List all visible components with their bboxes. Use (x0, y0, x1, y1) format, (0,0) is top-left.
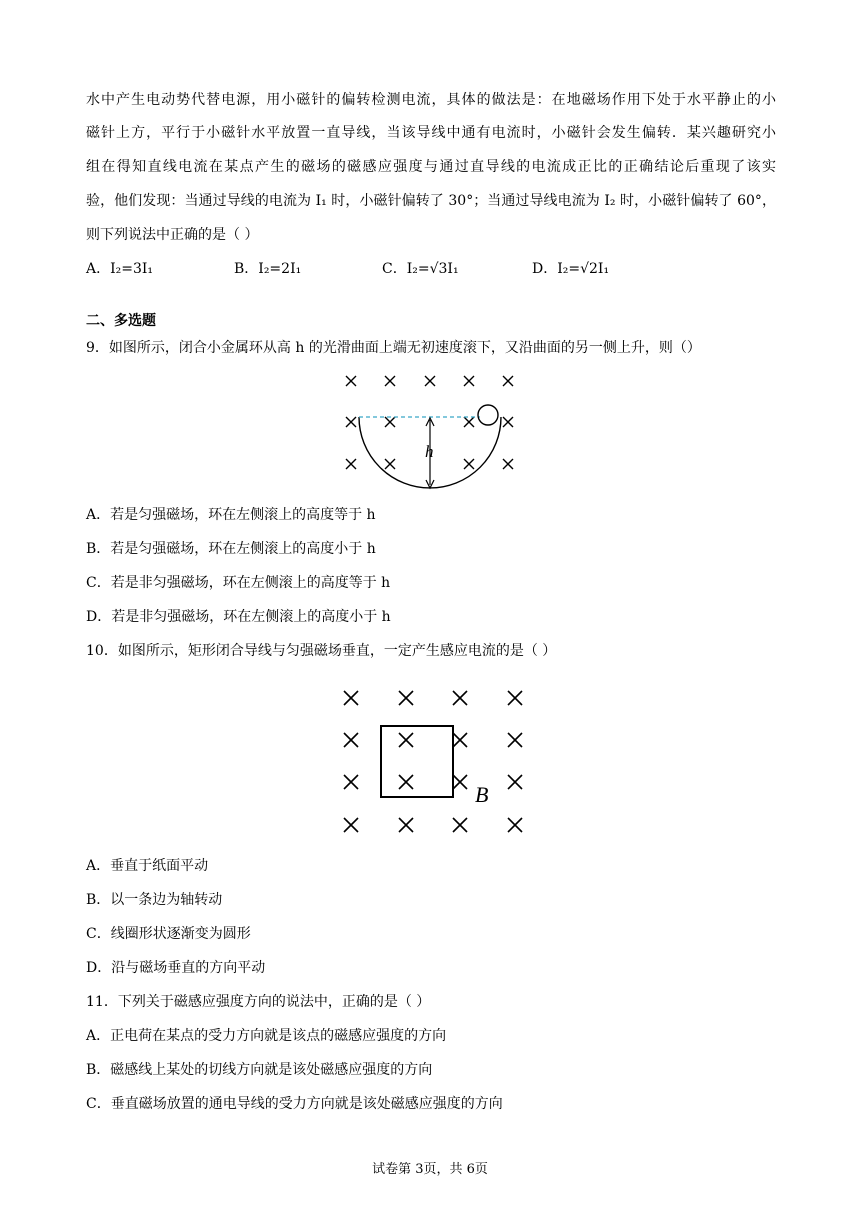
q11-option-c: C．垂直磁场放置的通电导线的受力方向就是该处磁感应强度的方向 (86, 1096, 503, 1112)
q8-options (86, 258, 776, 280)
q10-label-b: B (475, 782, 489, 807)
section-title-multiple-choice: 二、多选题 (86, 313, 156, 329)
q8-option-a: A．I₂=3I₁ (86, 261, 154, 277)
q11-option-a: A．正电荷在某点的受力方向就是该点的磁感应强度的方向 (86, 1028, 447, 1044)
q9-label-h: h (425, 442, 434, 461)
q10-option-c: C．线圈形状逐渐变为圆形 (86, 926, 251, 942)
q8-option-d: D．I₂=√2I₁ (532, 261, 610, 277)
q9-stem: 9．如图所示，闭合小金属环从高 h 的光滑曲面上端无初速度滚下，又沿曲面的另一侧上升，则（） (86, 340, 701, 356)
q8-line-2: 磁针上方，平行于小磁针水平放置一直导线，当该导线中通有电流时，小磁针会发生偏转．某兴趣研究小 (86, 125, 776, 141)
q10-wire-loop (381, 726, 453, 797)
q10-figure-rectangular-loop (335, 682, 535, 842)
q9-option-a: A．若是匀强磁场，环在左侧滚上的高度等于 h (86, 507, 376, 523)
q9-figure-magnetic-field-bowl (330, 368, 530, 494)
q8-option-b: B．I₂=2I₁ (234, 261, 302, 277)
q10-field-cross-marks (344, 691, 522, 832)
q10-option-d: D．沿与磁场垂直的方向平动 (86, 960, 266, 976)
q11-stem: 11．下列关于磁感应强度方向的说法中，正确的是（ ） (86, 994, 431, 1010)
q8-line-3: 组在得知直线电流在某点产生的磁场的磁感应强度与通过直导线的电流成正比的正确结论后重现了该实 (86, 159, 776, 175)
q8-line-4: 验，他们发现：当通过导线的电流为 I₁ 时，小磁针偏转了 30°；当通过导线电流为 I₂ 时，小磁针偏转了 60°， (86, 193, 776, 209)
q8-line-5: 则下列说法中正确的是（ ） (86, 227, 259, 243)
q10-option-b: B．以一条边为轴转动 (86, 892, 223, 908)
q9-metal-ring (478, 405, 498, 425)
q10-stem: 10．如图所示，矩形闭合导线与匀强磁场垂直，一定产生感应电流的是（ ） (86, 643, 557, 659)
q11-option-b: B．磁感线上某处的切线方向就是该处磁感应强度的方向 (86, 1062, 433, 1078)
q10-option-a: A．垂直于纸面平动 (86, 858, 209, 874)
q9-option-c: C．若是非匀强磁场，环在左侧滚上的高度等于 h (86, 575, 391, 591)
q9-option-b: B．若是匀强磁场，环在左侧滚上的高度小于 h (86, 541, 376, 557)
q9-option-d: D．若是非匀强磁场，环在左侧滚上的高度小于 h (86, 609, 391, 625)
q8-option-c: C．I₂=√3I₁ (382, 261, 459, 277)
q8-line-1: 水中产生电动势代替电源，用小磁针的偏转检测电流，具体的做法是：在地磁场作用下处于水平静止的小 (86, 92, 776, 108)
page-footer: 试卷第 3页，共 6页 (372, 1162, 488, 1177)
